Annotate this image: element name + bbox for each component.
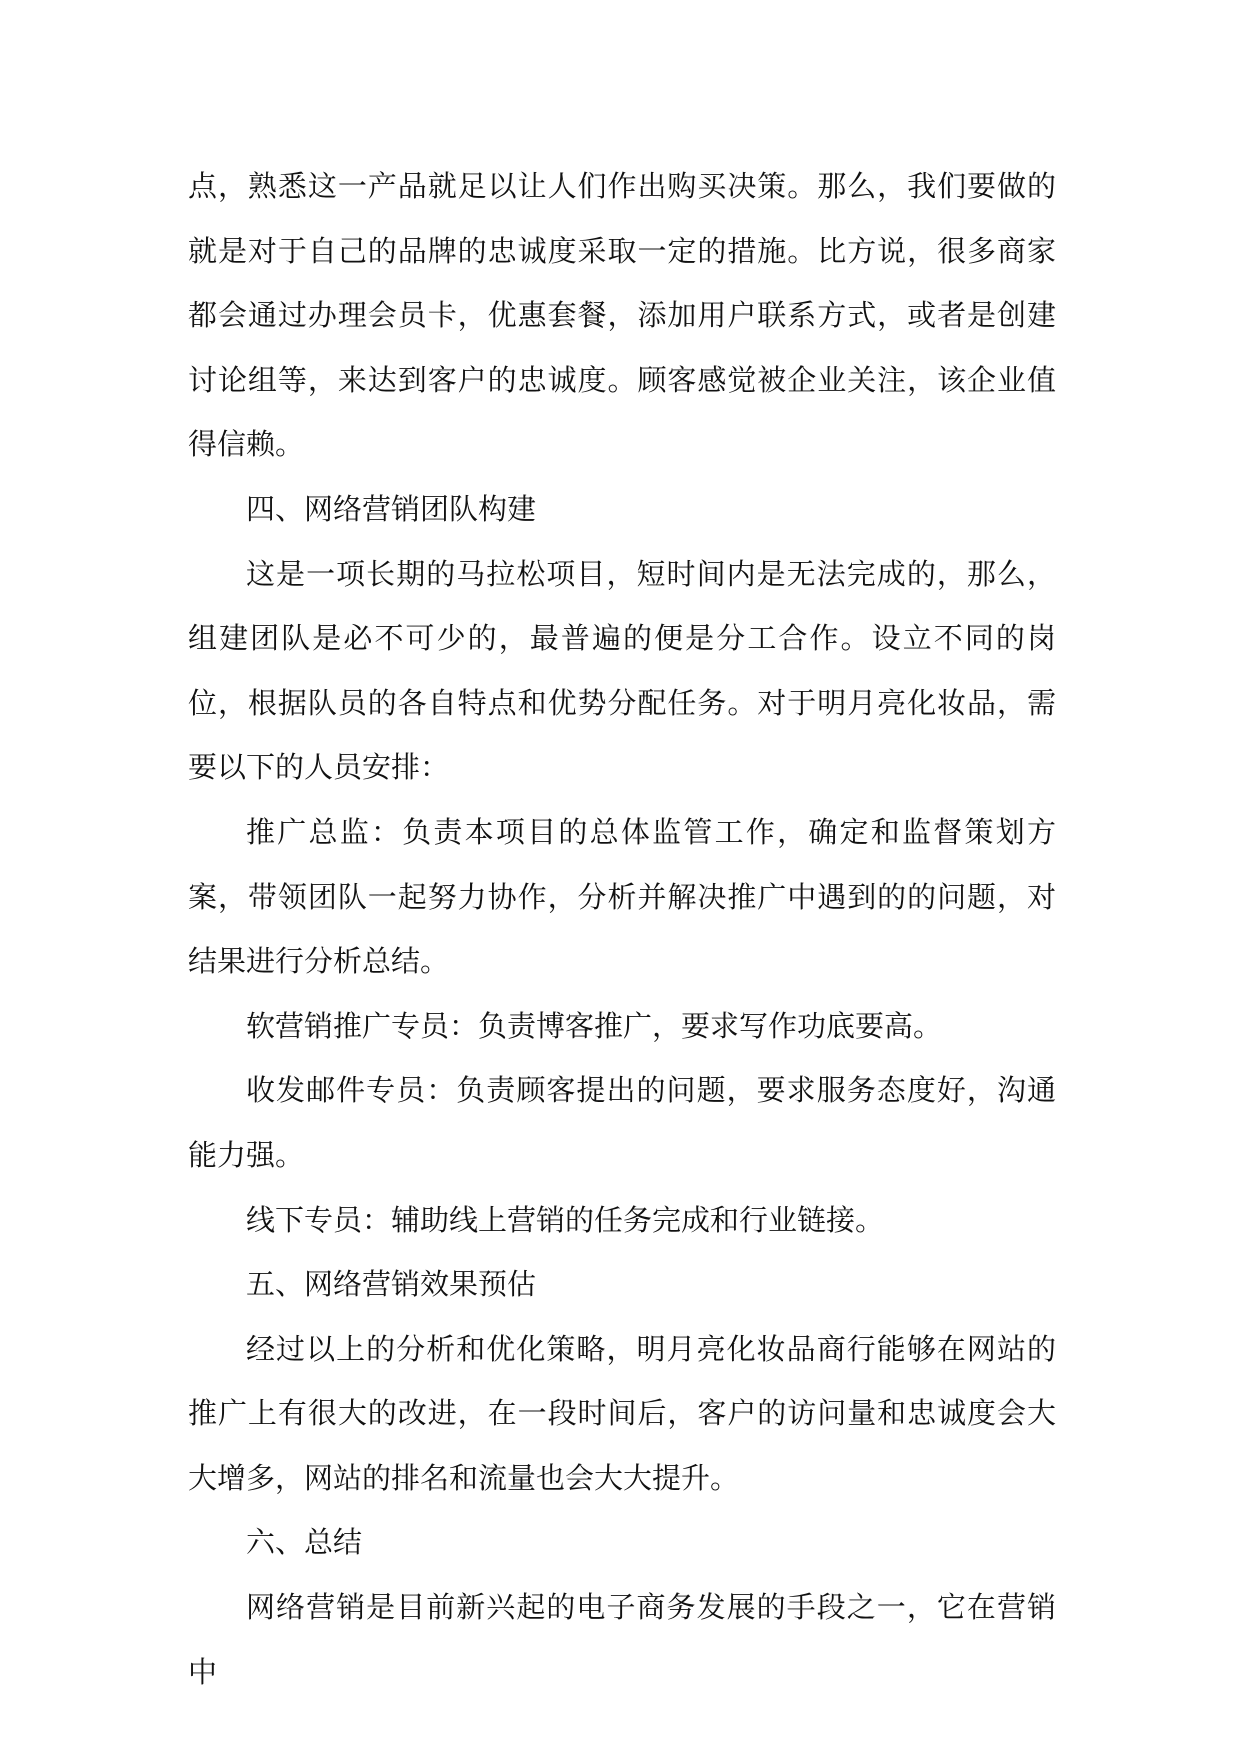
- section-heading-summary: 六、总结: [246, 1525, 363, 1560]
- paragraph-summary: 网络营销是目前新兴起的电子商务发展的手段之一，它在营销中: [188, 1590, 1056, 1689]
- paragraph-team-intro: 这是一项长期的马拉松项目，短时间内是无法完成的，那么，组建团队是必不可少的，最普遍的便是分工合作。设立不同的岗位，根据队员的各自特点和优势分配任务。对于明月亮化妆品，需要以下的人员安排：: [188, 556, 1056, 785]
- paragraph-role-director: 推广总监：负责本项目的总体监管工作，确定和监督策划方案，带领团队一起努力协作，分析并解决推广中遇到的的问题，对结果进行分析总结。: [188, 814, 1056, 979]
- paragraph-role-email: 收发邮件专员：负责顾客提出的问题，要求服务态度好，沟通能力强。: [188, 1073, 1056, 1172]
- paragraph-role-blog: 软营销推广专员：负责博客推广，要求写作功底要高。: [246, 1008, 943, 1043]
- section-heading-forecast: 五、网络营销效果预估: [246, 1267, 537, 1302]
- paragraph-continuation: 点，熟悉这一产品就足以让人们作出购买决策。那么，我们要做的就是对于自己的品牌的忠诚度采取一定的措施。比方说，很多商家都会通过办理会员卡，优惠套餐，添加用户联系方式，或者是创建讨论组等，来达到客户的忠诚度。顾客感觉被企业关注，该企业值得信赖。: [188, 169, 1056, 462]
- paragraph-forecast: 经过以上的分析和优化策略，明月亮化妆品商行能够在网站的推广上有很大的改进，在一段时间后，客户的访问量和忠诚度会大大增多，网站的排名和流量也会大大提升。: [188, 1331, 1056, 1495]
- section-heading-team: 四、网络营销团队构建: [246, 491, 537, 526]
- paragraph-role-offline: 线下专员：辅助线上营销的任务完成和行业链接。: [246, 1202, 885, 1237]
- document-body: [188, 154, 1056, 1704]
